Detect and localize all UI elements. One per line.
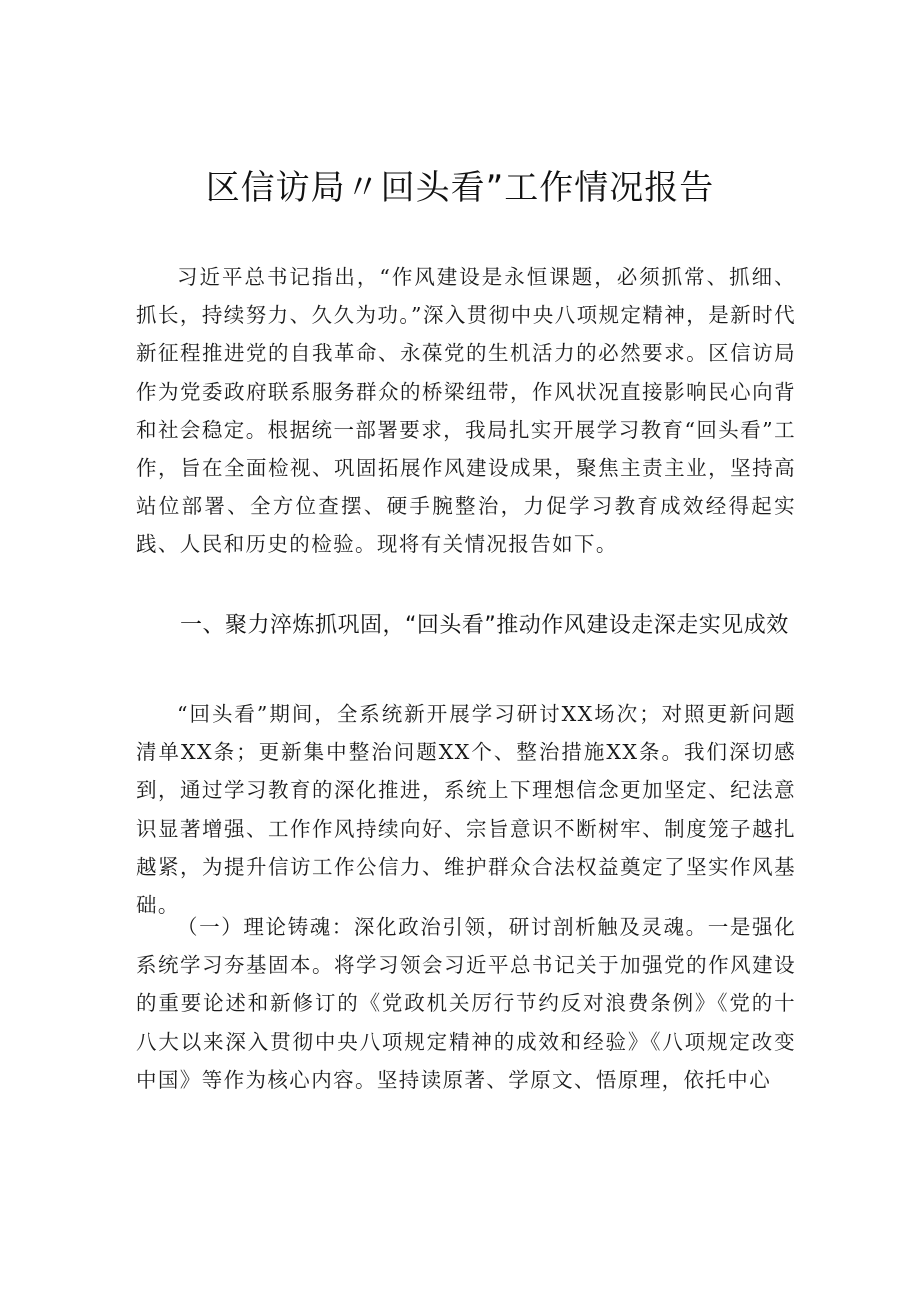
subsection-paragraph: （一）理论铸魂：深化政治引领，研讨剖析触及灵魂。一是强化系统学习夯基固本。将学习领会习近平总书记关于加强党的作风建设的重要论述和新修订的《党政机关厉行节约反对浪费条例》《党的十八大以来深入贯彻中央八项规定精神的成效和经验》《八项规定改变中国》等作为核心内容。坚持读原著、学原文、悟原理，依托中心 <box>136 915 796 1092</box>
document-title: 区信访局〃回头看”工作情况报告 <box>205 168 715 208</box>
section-summary-paragraph: “回头看”期间，全系统新开展学习研讨XX场次；对照更新问题清单XX条；更新集中整治问题XX个、整治措施XX条。我们深切感到，通过学习教育的深化推进，系统上下理想信念更加坚定、纪法意识显著增强、工作作风持续向好、宗旨意识不断树牢、制度笼子越扎越紧，为提升信访工作公信力、维护群众合法权益奠定了坚实作风基础。 <box>136 702 796 918</box>
intro-paragraph: 习近平总书记指出，“作风建设是永恒课题，必须抓常、抓细、抓长，持续努力、久久为功。”深入贯彻中央八项规定精神，是新时代新征程推进党的自我革命、永葆党的生机活力的必然要求。区信访局作为党委政府联系服务群众的桥梁纽带，作风状况直接影响民心向背和社会稳定。根据统一部署要求，我局扎实开展学习教育“回头看”工作，旨在全面检视、巩固拓展作风建设成果，聚焦主责主业，坚持高站位部署、全方位查摆、硬手腕整治，力促学习教育成效经得起实践、人民和历史的检验。现将有关情况报告如下。 <box>136 265 796 557</box>
section-heading: 一、聚力淬炼抓巩固，“回头看”推动作风建设走深走实见成效 <box>180 613 789 638</box>
